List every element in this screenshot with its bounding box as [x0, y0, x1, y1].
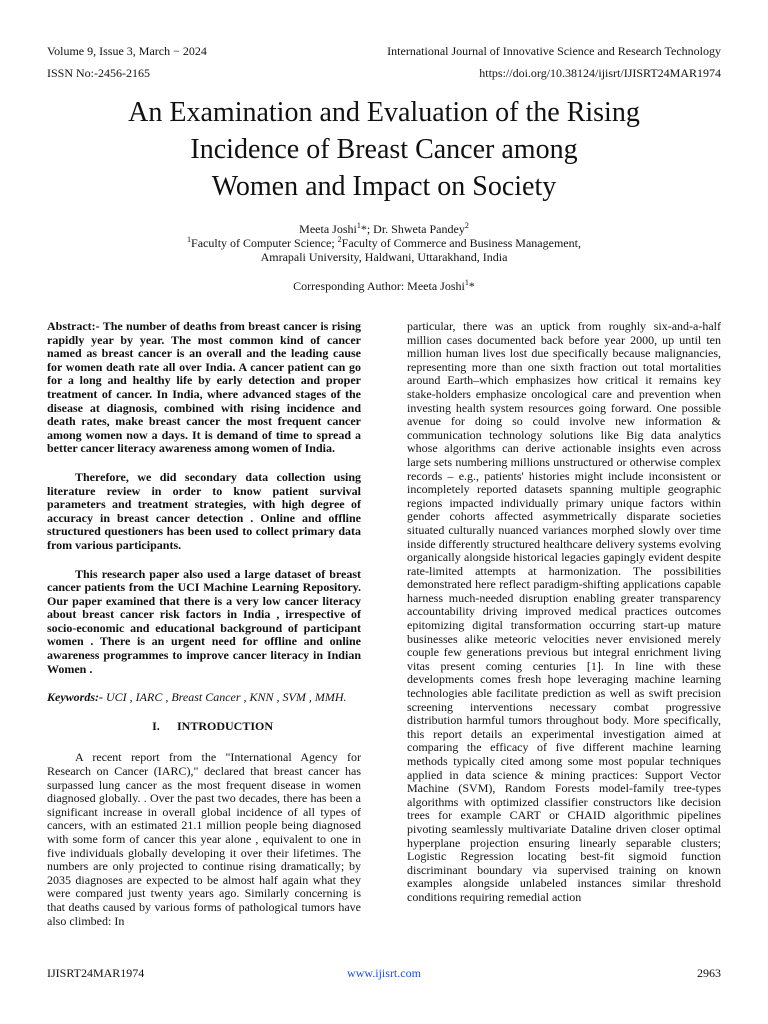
issn: ISSN No:-2456-2165 [47, 66, 151, 80]
author-1-sup: 1 [356, 221, 361, 230]
corresponding-tail: * [468, 279, 475, 293]
affiliation-2: Faculty of Commerce and Business Management, [341, 236, 581, 250]
corresponding-label: Corresponding Author: Meeta Joshi [293, 279, 465, 293]
affiliation-1: Faculty of Computer Science; [191, 236, 338, 250]
author-1: Meeta Joshi [299, 222, 357, 236]
author-2: *; Dr. Shweta Pandey [360, 222, 465, 236]
volume-issue: Volume 9, Issue 3, March − 2024 [47, 44, 207, 58]
affiliation-line-2: Amrapali University, Haldwani, Uttarakhand, India [260, 250, 508, 264]
doi-link[interactable]: https://doi.org/10.38124/ijisrt/IJISRT24MAR1974 [479, 66, 721, 80]
aff-1-sup: 1 [187, 235, 192, 244]
title-line-2: Incidence of Breast Cancer among [190, 134, 578, 165]
section-title: INTRODUCTION [176, 718, 273, 733]
left-column [47, 320, 361, 943]
title-line-1: An Examination and Evaluation of the Rising [128, 97, 640, 128]
corresponding-sup: 1 [464, 278, 469, 287]
abstract-paragraph-1: Abstract:- The number of deaths from breast cancer is rising rapidly year by year. The most common kind of cancer named as breast cancer is an overall and the leading cause for women death rate all over India. A cancer patient can go for a long and healthy life by early detection and proper treatment of cancer. In India, where advanced stages of the disease at diagnosis, combined with rising incidence and death rates, make breast cancer the most frequent cancer among women now a days. It is demand of time to spread a better cancer literacy awareness among women of India. [47, 319, 361, 456]
section-heading [47, 720, 361, 734]
paper-title [40, 94, 728, 205]
journal-name: International Journal of Innovative Science and Research Technology [387, 44, 721, 58]
corresponding-author [40, 279, 728, 293]
author-2-sup: 2 [464, 221, 469, 230]
abstract-paragraph-2: Therefore, we did secondary data collection using literature review in order to know patient survival parameters and treatment strategies, with high degree of accuracy in breast cancer detection . Online and offline structured questioners has been used to collect primary data from various participants. [47, 469, 361, 552]
footer-page-number: 2963 [697, 966, 721, 980]
footer-website-link[interactable]: www.ijisrt.com [347, 966, 421, 980]
aff-2-sup: 2 [337, 235, 342, 244]
intro-paragraph-2: particular, there was an uptick from roughly six-and-a-half million cases documented back before year 2000, up until ten million human lives lost due specifically because malignancies, representing more than one sixth fraction out total mortalities around Earth–which emphasizes how critical it remains key stake-holders emphasize oncological care and prevention when investing health system resources going forward. One possible avenue for doing so could involve new information & communication technology solutions like Big data analytics whose algorithms can derive actionable insights even across large sets numbering millions unstructured or otherwise complex records – e.g., patients' histories might include inconsistent or incompletely reported datasets spanning multiple geographic regions impacted individually primary unique factors within gender cohorts affected asymmetrically disparate societies situated culturally nuanced variances morphed slowly over time inside differently structured healthcare delivery systems evolving organically alongside historical legacies gapingly evident despite rate-limited attempts at harmonization. The possibilities demonstrated here reflect paradigm-shifting applications capable harness much-needed disruption enabling greater transparency accountability driving improved medical practices outcomes epitomizing digital transformation occurring start-up mature businesses alike meteoric velocities never envisioned merely couple few generations previous but integral enrichment living vitas present coming centuries [1]. In line with these developments comes fresh hope leveraging machine learning technologies able facilitate prediction as well as swift precision screening interventions necessary combat progressive distribution harmful tumors throughout body. More specifically, this report details an experimental investigation aimed at comparing the efficacy of five different machine learning methods typically cited among some most popular techniques applied in data science & mining practices: Support Vector Machine (SVM), Random Forests model-family tree-types algorithms with optimized classifier constructors like decision trees for example CART or CHAID algorithmic pipelines pivoting seamlessly multivariate Dataline driven closer optimal hyperplane projection ensuring linearly separable clusters; Logistic Regression locating best-fit sigmoid function discriminant boundary via supervised training on known examples alongside unlabeled instances similar threshold conditions requiring remedial action [407, 319, 721, 904]
right-column [407, 320, 721, 920]
title-line-3: Women and Impact on Society [211, 171, 557, 202]
abstract-paragraph-3: This research paper also used a large dataset of breast cancer patients from the UCI Machine Learning Repository. Our paper examined that there is a very low cancer literacy about breast cancer risk factors in India , irrespective of socio-economic and educational background of participant women . There is an urgent need for offline and online awareness programmes to improve cancer literacy in Indian Women . [47, 566, 361, 676]
author-names [40, 222, 728, 236]
footer-paper-id: IJISRT24MAR1974 [47, 966, 145, 980]
keywords-label: Keywords:- [47, 690, 103, 705]
keywords [47, 691, 361, 705]
keywords-text: UCI , IARC , Breast Cancer , KNN , SVM , MMH. [103, 690, 347, 705]
section-number: I. [152, 718, 160, 733]
affiliation-line-1 [40, 236, 728, 250]
intro-paragraph-1: A recent report from the "International Agency for Research on Cancer (IARC)," declared that breast cancer has surpassed lung cancer as the most frequent disease in women diagnosed globally. . Over the past two decades, there has been a significant increase in overall global incidence of all types of cancers, with an estimated 21.1 million people being diagnosed with some form of cancer this year alone , equivalent to one in five individuals globally developing it over their lifetimes. The numbers are only projected to continue rising dramatically; by 2035 diagnoses are expected to be almost half again what they were compared just twenty years ago. Similarly concerning is that deaths caused by various forms of pathological tumors have also climbed: In [47, 750, 361, 928]
